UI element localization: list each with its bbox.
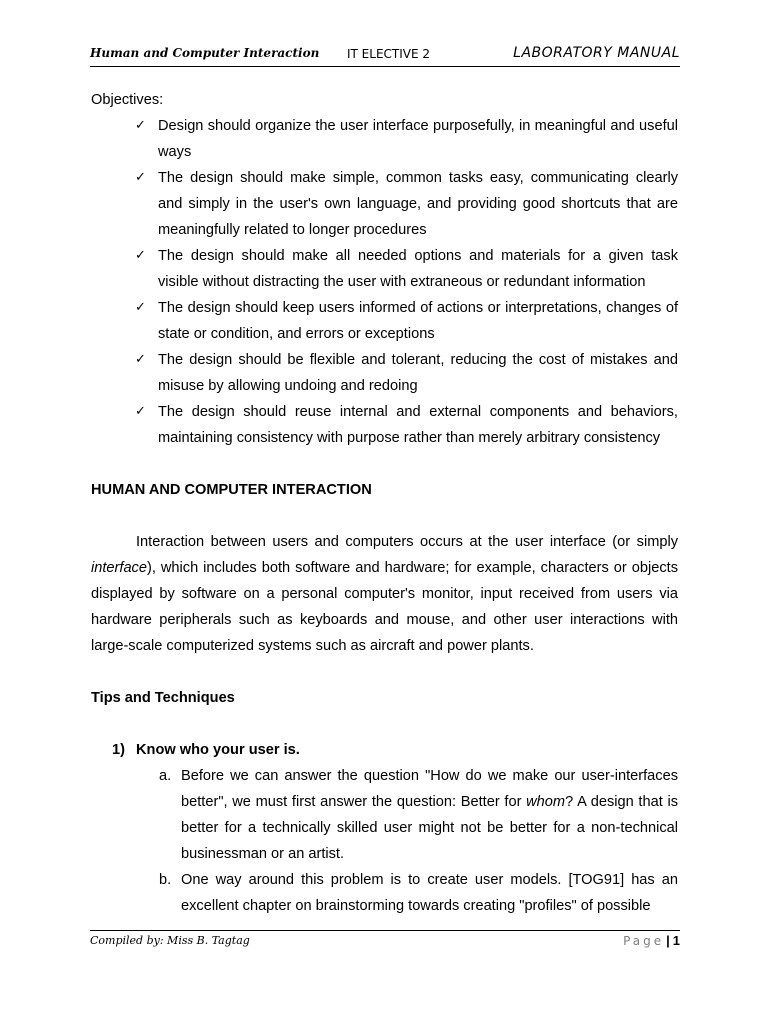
objective-item: ✓ The design should reuse internal and external components and behaviors, maintaining consistency with purpose rather than merely arbitrary consistency bbox=[158, 399, 678, 451]
header-course-code: IT ELECTIVE 2 bbox=[347, 47, 431, 61]
objective-item: ✓ The design should be flexible and tolerant, reducing the cost of mistakes and misuse by allowing undoing and redoing bbox=[158, 347, 678, 399]
page-separator: | bbox=[666, 933, 670, 948]
page-header bbox=[90, 44, 680, 67]
sub-item-a: a. Before we can answer the question "How do we make our user-interfaces better", we must first answer the question: Better for whom? A design that is better for a technically skilled user might not be better for a non-technical businessman or an artist. bbox=[181, 763, 678, 867]
check-icon: ✓ bbox=[135, 404, 146, 419]
tip-sublist bbox=[91, 763, 678, 919]
objectives-title: Objectives: bbox=[91, 92, 164, 108]
section-heading: HUMAN AND COMPUTER INTERACTION bbox=[91, 482, 372, 498]
page-footer bbox=[90, 930, 680, 951]
check-icon: ✓ bbox=[135, 300, 146, 315]
tip-item-title: 1) Know who your user is. bbox=[91, 737, 678, 763]
objectives-list bbox=[91, 113, 678, 451]
header-manual-title: LABORATORY MANUAL bbox=[513, 45, 680, 61]
sub-item-b: b. One way around this problem is to create user models. [TOG91] has an excellent chapter on brainstorming towards creating "profiles" of possible bbox=[181, 867, 678, 919]
list-letter: b. bbox=[159, 872, 172, 888]
check-icon: ✓ bbox=[135, 248, 146, 263]
objective-item: ✓ The design should make simple, common tasks easy, communicating clearly and simply in the user's own language, and providing good shortcuts that are meaningfully related to longer procedures bbox=[158, 165, 678, 243]
list-number: 1) bbox=[112, 742, 125, 758]
list-letter: a. bbox=[159, 768, 172, 784]
check-icon: ✓ bbox=[135, 170, 146, 185]
header-course-title: Human and Computer Interaction bbox=[90, 46, 320, 60]
tips-list bbox=[91, 737, 678, 919]
tips-heading: Tips and Techniques bbox=[91, 690, 235, 706]
page-number: 1 bbox=[672, 933, 680, 948]
italic-term: interface bbox=[91, 560, 147, 576]
page-content bbox=[91, 87, 678, 919]
check-icon: ✓ bbox=[135, 352, 146, 367]
check-icon: ✓ bbox=[135, 118, 146, 133]
hci-paragraph: Interaction between users and computers occurs at the user interface (or simply interface), which includes both software and hardware; for example, characters or objects displayed by software on a personal computer's monitor, input received from users via hardware peripherals such as keyboards and mouse, and other user interactions with large-scale computerized systems such as aircraft and power plants. bbox=[91, 534, 678, 654]
objective-item: ✓ The design should keep users informed of actions or interpretations, changes of state or condition, and errors or exceptions bbox=[158, 295, 678, 347]
objective-item: ✓ The design should make all needed options and materials for a given task visible without distracting the user with extraneous or redundant information bbox=[158, 243, 678, 295]
footer-compiler: Compiled by: Miss B. Tagtag bbox=[90, 934, 250, 947]
page-label: Page bbox=[623, 934, 665, 948]
footer-page-indicator bbox=[623, 933, 680, 948]
objective-item: ✓ Design should organize the user interface purposefully, in meaningful and useful ways bbox=[158, 113, 678, 165]
